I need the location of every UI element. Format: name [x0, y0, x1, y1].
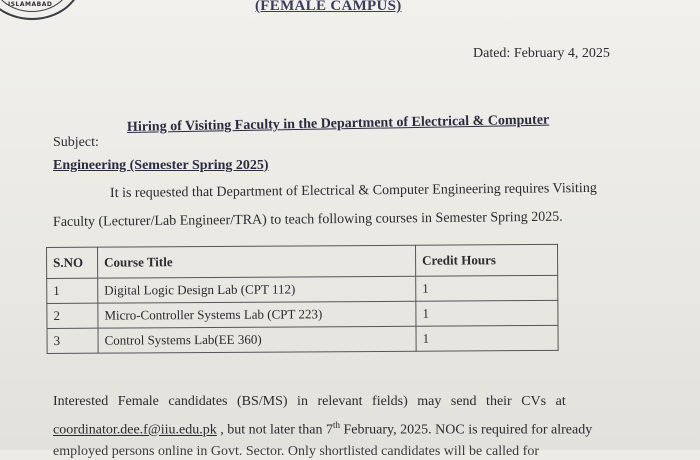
closing-line-2-text-a: , but not later than 7 — [216, 422, 333, 438]
university-seal — [0, 0, 82, 20]
letter-date: Dated: February 4, 2025 — [473, 46, 610, 61]
seal-text: ISLAMABAD — [8, 1, 53, 8]
closing-line-2-text-b: February, 2025. NOC is required for already — [340, 422, 593, 438]
header-course-title: Course Title — [98, 245, 416, 278]
closing-line-3: employed persons online in Govt. Sector. Only shortlisted candidates will be called for — [53, 444, 540, 459]
subject-line-2: Engineering (Semester Spring 2025) — [53, 158, 269, 173]
cell-course-title: Digital Logic Design Lab (CPT 112) — [98, 276, 416, 303]
cell-sno: 3 — [47, 328, 98, 353]
campus-heading: (FEMALE CAMPUS) — [255, 0, 402, 14]
table-row — [47, 275, 558, 303]
subject-label: Subject: — [53, 135, 99, 150]
subject-line-1: Hiring of Visiting Faculty in the Department of Electrical & Computer — [126, 112, 550, 135]
table-row — [47, 300, 558, 328]
cell-credit-hours: 1 — [416, 300, 558, 326]
cell-course-title: Control Systems Lab(EE 360) — [98, 326, 416, 353]
closing-line-1: Interested Female candidates (BS/MS) in relevant fields) may send their CVs at — [53, 394, 566, 409]
table-row — [47, 325, 558, 353]
header-sno: S.NO — [47, 247, 98, 278]
intro-line-2: Faculty (Lecturer/Lab Engineer/TRA) to teach following courses in Semester Spring 2025. — [52, 209, 563, 230]
email-link[interactable]: coordinator.dee.f@iiu.edu.pk — [53, 422, 217, 438]
cell-credit-hours: 1 — [416, 275, 558, 301]
closing-line-2 — [53, 420, 592, 439]
cell-sno: 2 — [47, 303, 98, 328]
header-credit-hours: Credit Hours — [415, 244, 557, 276]
cell-course-title: Micro-Controller Systems Lab (CPT 223) — [98, 301, 416, 328]
intro-line-1: It is requested that Department of Electrical & Computer Engineering requires Visiting — [109, 180, 597, 201]
ordinal-suffix: th — [333, 420, 341, 430]
cell-credit-hours: 1 — [416, 325, 558, 351]
table-header-row — [47, 244, 558, 278]
cell-sno: 1 — [47, 278, 98, 303]
courses-table — [46, 244, 559, 354]
